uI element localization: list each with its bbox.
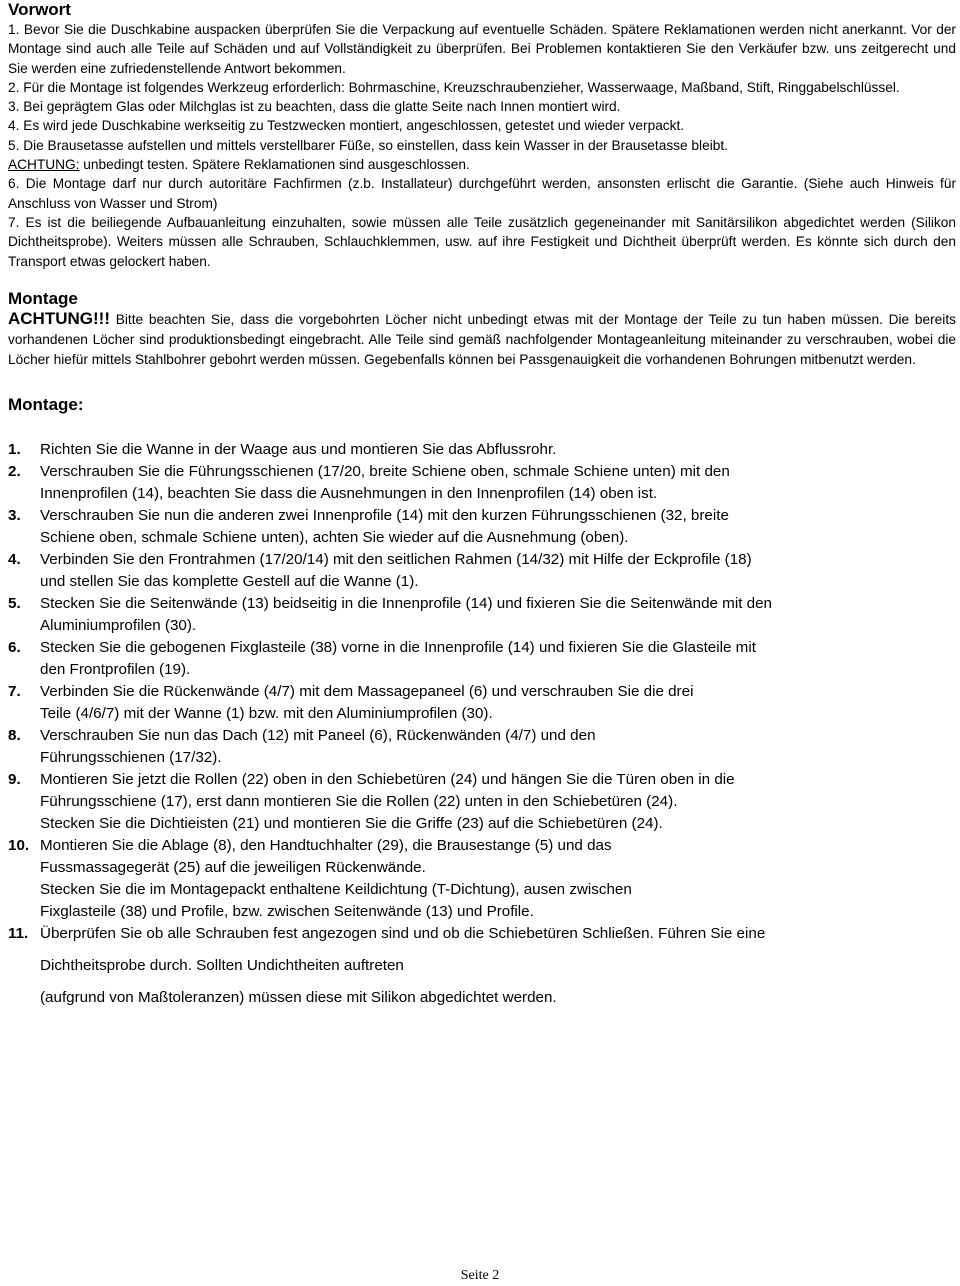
montage-achtung-paragraph	[8, 309, 956, 370]
step-line: und stellen Sie das komplette Gestell auf die Wanne (1).	[40, 572, 419, 590]
step-line: Stecken Sie die im Montagepackt enthaltene Keildichtung (T-Dichtung), ausen zwischen	[40, 880, 632, 898]
vorwort-item-2: 2. Für die Montage ist folgendes Werkzeug erforderlich: Bohrmaschine, Kreuzschraubenzieher, Wasserwaage, Maßband, Stift, Ringgabelschlüssel.	[8, 79, 900, 95]
montage-step	[8, 637, 956, 681]
step-line: Fixglasteile (38) und Profile, bzw. zwischen Seitenwände (13) und Profile.	[40, 902, 534, 920]
montage-step	[8, 681, 956, 725]
montage-steps-list	[8, 439, 956, 1009]
montage-step	[8, 725, 956, 769]
achtung-underlined: ACHTUNG:	[8, 157, 80, 173]
step-line: Stecken Sie die Seitenwände (13) beidseitig in die Innenprofile (14) und fixieren Sie die Seitenwände mit den	[40, 594, 772, 612]
step-line: Montieren Sie jetzt die Rollen (22) oben in den Schiebetüren (24) und hängen Sie die Türen oben in die	[40, 770, 735, 788]
step-line: Montieren Sie die Ablage (8), den Handtuchhalter (29), die Brausestange (5) und das	[40, 836, 612, 854]
step-number: 6.	[8, 638, 21, 656]
step-line: Innenprofilen (14), beachten Sie dass die Ausnehmungen in den Innenprofilen (14) oben ist.	[40, 484, 658, 502]
vorwort-item-3: 3. Bei geprägtem Glas oder Milchglas ist zu beachten, dass die glatte Seite nach Innen montiert wird.	[8, 99, 621, 115]
step-number: 7.	[8, 682, 21, 700]
step-line: Teile (4/6/7) mit der Wanne (1) bzw. mit den Aluminiumprofilen (30).	[40, 704, 493, 722]
vorwort-item-4: 4. Es wird jede Duschkabine werkseitig zu Testzwecken montiert, angeschlossen, getestet und wieder verpackt.	[8, 118, 685, 134]
step-line: den Frontprofilen (19).	[40, 660, 191, 678]
step-line: Aluminiumprofilen (30).	[40, 616, 197, 634]
vorwort-item-7: 7. Es ist die beiliegende Aufbauanleitung einzuhalten, sowie müssen alle Teile zusätzlich gegeneinander mit Sanitärsilikon abgedichtet werden (Silikon Dichtheitsprobe). Weiters müssen alle Schrauben, Schlauchklemmen, usw. auf ihre Festigkeit und Dichtheit überprüft werden. Es könnte sich durch den Transport etwas gelockert haben.	[8, 214, 956, 269]
montage-steps-heading: Montage:	[8, 394, 84, 414]
step-line: Fussmassagegerät (25) auf die jeweiligen Rückenwände.	[40, 858, 426, 876]
montage-step	[8, 461, 956, 505]
step-line: Verschrauben Sie nun die anderen zwei Innenprofile (14) mit den kurzen Führungsschienen (32, breite	[40, 506, 729, 524]
step-number: 11.	[8, 924, 29, 942]
step-number: 10.	[8, 836, 30, 854]
montage-step	[8, 923, 956, 1009]
vorwort-item-5	[8, 136, 956, 175]
vorwort-item-6: 6. Die Montage darf nur durch autoritäre Fachfirmen (z.b. Installateur) durchgeführt werden, ansonsten erlischt die Garantie. (Siehe auch Hinweis für Anschluss von Wasser und Strom)	[8, 176, 956, 211]
vorwort-item-5-rest: unbedingt testen. Spätere Reklamationen sind ausgeschlossen.	[79, 157, 470, 173]
step-line: Führungsschiene (17), erst dann montieren Sie die Rollen (22) unten in den Schiebetüren (24).	[40, 792, 678, 810]
step-line: Verschrauben Sie die Führungsschienen (17/20, breite Schiene oben, schmale Schiene unten) mit den	[40, 462, 730, 480]
montage-step	[8, 505, 956, 549]
step-line: Verbinden Sie den Frontrahmen (17/20/14) mit den seitlichen Rahmen (14/32) mit Hilfe der Eckprofile (18)	[40, 550, 752, 568]
montage-step	[8, 593, 956, 637]
step-line: Führungsschienen (17/32).	[40, 748, 222, 766]
achtung-text: Bitte beachten Sie, dass die vorgebohrten Löcher nicht unbedingt etwas mit der Montage der Teile zu tun haben müssen. Die bereits vorhandenen Löcher sind produktionsbedingt eingebracht. Alle Teile sind gemäß nachfolgender Montageanleitung miteinander zu verschrauben, wobei die Löcher hiefür mittels Stahlbohrer gebohrt werden müssen. Gegebenfalls können bei Passgenauigkeit die vorhandenen Bohrungen mitbenutzt werden.	[8, 311, 956, 367]
step-line: Dichtheitsprobe durch. Sollten Undichtheiten auftreten	[40, 956, 404, 974]
step-line: Überprüfen Sie ob alle Schrauben fest angezogen sind und ob die Schiebetüren Schließen. Führen Sie eine	[40, 924, 766, 942]
step-number: 9.	[8, 770, 21, 788]
step-number: 3.	[8, 506, 21, 524]
step-number: 5.	[8, 594, 21, 612]
step-line: (aufgrund von Maßtoleranzen) müssen diese mit Silikon abgedichtet werden.	[40, 988, 557, 1006]
montage-heading: Montage	[8, 288, 78, 308]
vorwort-item-1: 1. Bevor Sie die Duschkabine auspacken überprüfen Sie die Verpackung auf eventuelle Schäden. Spätere Reklamationen werden nicht anerkannt. Vor der Montage sind auch alle Teile auf Schäden und auf Vollständigkeit zu überprüfen. Bei Problemen kontaktieren Sie den Verkäufer bzw. uns zeitgerecht und Sie werden eine zufriedenstellende Antwort bekommen.	[8, 22, 956, 76]
step-number: 2.	[8, 462, 21, 480]
montage-step	[8, 439, 956, 461]
step-line: Schiene oben, schmale Schiene unten), achten Sie wieder auf die Ausnehmung (oben).	[40, 528, 629, 546]
achtung-label: ACHTUNG!!!	[8, 308, 110, 328]
vorwort-list	[8, 20, 956, 271]
step-line: Stecken Sie die Dichtieisten (21) und montieren Sie die Griffe (23) auf die Schiebetüren (24).	[40, 814, 663, 832]
step-line: Stecken Sie die gebogenen Fixglasteile (38) vorne in die Innenprofile (14) und fixieren Sie die Glasteile mit	[40, 638, 756, 656]
step-line: Verbinden Sie die Rückenwände (4/7) mit dem Massagepaneel (6) und verschrauben Sie die drei	[40, 682, 694, 700]
step-number: 8.	[8, 726, 21, 744]
vorwort-item-5-text: 5. Die Brausetasse aufstellen und mittels verstellbarer Füße, so einstellen, dass kein Wasser in der Brausetasse bleibt.	[8, 137, 728, 153]
montage-step	[8, 769, 956, 835]
step-line: Richten Sie die Wanne in der Waage aus und montieren Sie das Abflussrohr.	[40, 440, 557, 458]
page-number: Seite 2	[460, 1268, 500, 1283]
montage-step	[8, 549, 956, 593]
montage-step	[8, 835, 956, 923]
step-line: Verschrauben Sie nun das Dach (12) mit Paneel (6), Rückenwänden (4/7) und den	[40, 726, 596, 744]
step-number: 4.	[8, 550, 21, 568]
step-number: 1.	[8, 440, 21, 458]
vorwort-heading: Vorwort	[8, 0, 71, 19]
